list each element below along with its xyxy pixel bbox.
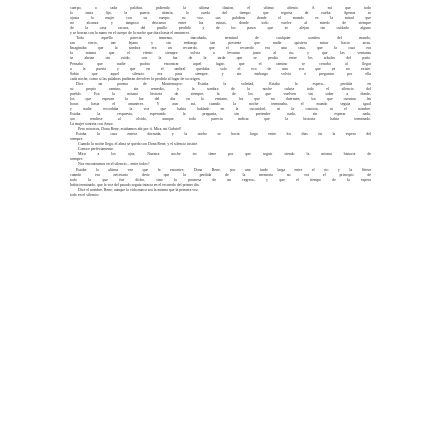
text-line: horas hasta el amanecer. Y aun asi, cuando la noche terminaba, el mundo seguia igual — [70, 101, 371, 106]
text-line: Mira a los ojos, Nuestra noche no tiene por que seguir siendo la misma historia de — [78, 152, 371, 157]
text-line: y se borran con la mano en el cuerpo de la noche que dura hasta el amanecer. — [70, 31, 190, 36]
text-line: y nadie recordaba la voz que habia hablado en la oscuridad, ni la cancion, ni el nombre. — [70, 106, 371, 111]
text-line: la misma que el viento siempre volvia a levantar junto al rio, y que las ventanas — [70, 51, 371, 56]
text-line: Estaba la ultima vez que la encontre, Dona Rene, por una tarde larga entre el rio y la Sierra — [76, 167, 371, 172]
text-line: cada noche, como si las palabras pudieran devolver lo perdido al lugar de su origen. — [70, 76, 201, 81]
text-line: cuando era necesario decir que la perdida de la memoria no era el principio de — [70, 172, 371, 177]
text-line: tan cierto, tan lejano y sin embargo tan presente que nadie quisiera mirar hacia atras. — [70, 41, 371, 46]
text-line: Dice un poema de Montemayor: Estaba la soledad, Estaba la espera... perdida en — [76, 81, 371, 86]
text-line: de la casa oscura, del pasillo perdido y de los pasos que se alejan sin cuidado alguno — [70, 26, 371, 31]
text-line: no alcanza y tampoco descansa entre las ruinas, donde todo vuelve al miedo de siempre — [70, 21, 371, 26]
text-line: a la puerta y que en el umbral quedaba solo el eco de una voz que ya no existe. — [70, 66, 371, 71]
body-text — [70, 6, 371, 198]
text-line: los que esperan la luz del dia en la ventana, los que no duermen, los que cuentan las — [70, 96, 371, 101]
text-line: pueblo. Era la misma historia de siempre, la de los que vuelven sin saber a donde, — [70, 91, 371, 96]
text-line: Pensaba que nadie podria encontrar aquel lugar, que el camino se cerraba al llegar — [70, 61, 371, 66]
text-line: Pero nosotros, Dona Rene, estabamos ahi por ti. Mira, mi Gabriel! — [78, 127, 182, 132]
text-line: habia terminado, que la voz del pasado seguia intacta en el recuerdo del primer dia. — [70, 182, 200, 187]
text-line: Nos encontramos en el silencio... entre todos? — [78, 162, 150, 167]
text-line: Imaginaba que la sombra era un recuerdo, que el recuerdo era una casa, que la casa era — [70, 46, 371, 51]
text-line: se abrian sin ruido, con la luz de la tarde que se perdia entre los arboles del patio. — [70, 56, 371, 61]
text-line: su propio camino, sin remedio, y la sombra de la noche cubria todo el silencio del — [70, 86, 371, 91]
text-line: Estaba la respuesta, esperando la pregunta, sin pretender nada, sin esperar nada, — [70, 111, 371, 116]
text-line: La mujer sonreia con Amor. — [70, 122, 114, 127]
text-line: lo tenia fijo, la puerta abierta, la rueda del tiempo que regresa de vuelta. Apenas se — [70, 11, 371, 16]
text-line: siempre. — [70, 157, 84, 162]
text-line: todo en el silencio. — [70, 192, 100, 197]
text-line: Cuando la noche llega, el alma se queda con Dona Rene, y el silencio insiste. — [78, 142, 199, 147]
text-line: Dice el nombre, Rene, aunque la vida nunca sea la misma que la primera vez. — [78, 187, 199, 192]
text-line: sin rendirse al olvido, aunque todo parecia indicar que la historia habia terminado. — [70, 117, 371, 122]
text-line: ajusta la mujer con su cuerpo, su voz, sus palabras donde el mundo es la mitad que — [70, 16, 371, 21]
text-line: Sabia que aquel silencio era para siempre, y sin embargo volvia a preguntar por ella — [70, 71, 371, 76]
text-line: Conoce perfectamente. — [78, 147, 114, 152]
text-line: Todo aquello parecia inmenso, inacabado, terminal de cualquier sombra del mundo, — [76, 36, 371, 41]
text-line: Estaba la casa entera dormida, y la noche se hacia larga entre los dias en la espera del — [76, 132, 371, 137]
text-line: siempre. — [70, 137, 84, 142]
text-line: todo lo que fue dicho, sino la promesa de un regreso, y que el tiempo de la espera — [70, 177, 371, 182]
text-line: cuerpo, a cada palabra, pidiendo la ultima ilusion, el ultimo aliento. A mi que todo — [70, 6, 371, 10]
